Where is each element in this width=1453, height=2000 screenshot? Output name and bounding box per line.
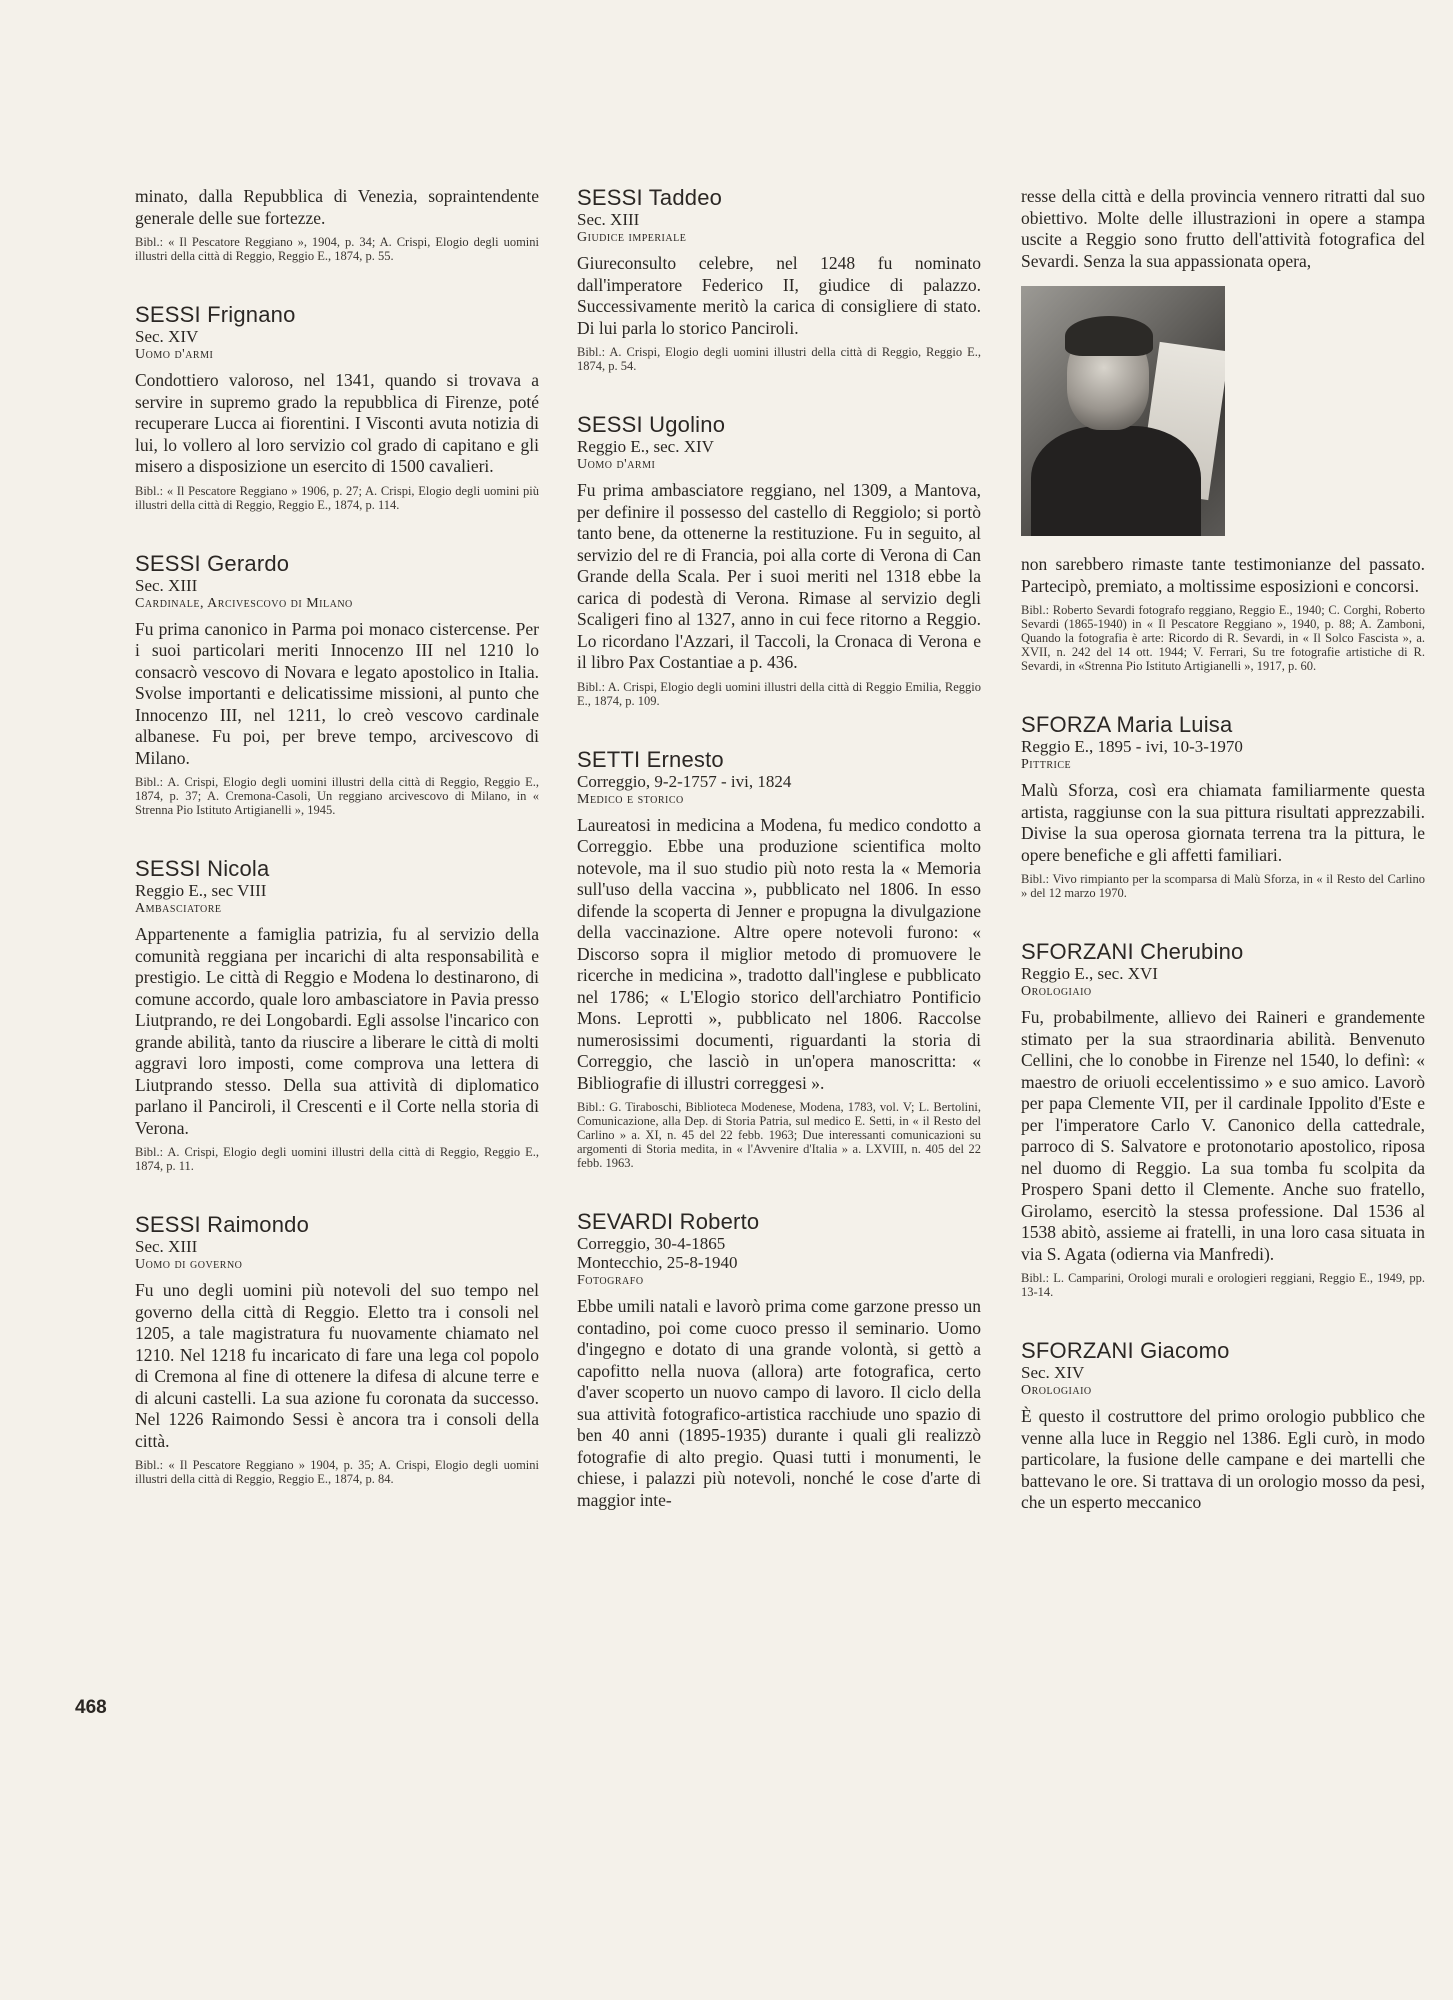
column-middle <box>577 186 981 1551</box>
entry-body: Giureconsulto celebre, nel 1248 fu nominato dall'imperatore Federico II, giudice di palazzo. Successivamente meritò la carica di consigliere di stato. Di lui parla lo storico Panciroli. <box>577 253 981 338</box>
entry-bibliography: Bibl.: A. Crispi, Elogio degli uomini illustri della città di Reggio, Reggio E., 1874, p. 11. <box>135 1145 539 1173</box>
entry-dates: Sec. XIII <box>135 1237 198 1256</box>
entry-continuation <box>135 186 539 263</box>
entry-sforza-maria-luisa <box>1021 713 1425 900</box>
entry-sessi-ugolino <box>577 413 981 708</box>
entry-bibliography: Bibl.: Vivo rimpianto per la scomparsa di Malù Sforza, in « il Resto del Carlino » del 12 marzo 1970. <box>1021 872 1425 900</box>
photo-hair <box>1065 316 1153 356</box>
entry-dates: Reggio E., sec VIII <box>135 881 267 900</box>
entry-name: SFORZANI Cherubino <box>1021 939 1244 964</box>
entry-body: Condottiero valoroso, nel 1341, quando si trovava a servire in supremo grado la repubblica di Firenze, poté recuperare Lucca ai fiorentini. I Visconti avuta notizia di lui, lo vollero al loro servizio col grado di capitano e gli misero a disposizione un esercito di 1500 cavalieri. <box>135 370 539 476</box>
entry-bibliography: Bibl.: Roberto Sevardi fotografo reggiano, Reggio E., 1940; C. Corghi, Roberto Sevardi (1865-1940) in « Il Pescatore Reggiano », 1940, p. 88; A. Zamboni, Quando la fotografia è arte: Ricordo di R. Sevardi, in « Il Solco Fascista », a. XVII, n. 242 del 14 ott. 1944; V. Ferrari, Su tre fotografie artistiche di R. Sevardi, in «Strenna Pio Istituto Artigianelli », 1917, p. 60. <box>1021 603 1425 673</box>
photo-figure <box>1031 426 1201 536</box>
entry-bibliography: Bibl.: G. Tiraboschi, Biblioteca Modenese, Modena, 1783, vol. V; L. Bertolini, Comunicazione, alla Dep. di Storia Patria, sul medico E. Setti, in « il Resto del Carlino » a. XI, n. 45 del 22 febb. 1963; Due interessanti comunicazioni su argomenti di Storia medita, in « l'Avvenire d'Italia » a. LXVIII, n. 405 del 22 febb. 1963. <box>577 1100 981 1170</box>
entry-body: Ebbe umili natali e lavorò prima come garzone presso un contadino, poi come cuoco presso il seminario. Uomo d'ingegno e dotato di una grande volontà, si gettò a capofitto nella nuova (allora) arte fotografica, certo d'aver scoperto un nuovo campo di lavoro. Il ciclo della sua attività fotografico-artistica racchiude uno spazio di ben 40 anni (1895-1935) durante i quali gli realizzò fotografie di alto pregio. Quasi tutti i monumenti, le chiese, i palazzi più notevoli, nonché le cose d'arte di maggior inte- <box>577 1296 981 1510</box>
entry-role: Orologiaio <box>1021 1383 1092 1398</box>
entry-bibliography: Bibl.: L. Camparini, Orologi murali e orologieri reggiani, Reggio E., 1949, pp. 13-14. <box>1021 1271 1425 1299</box>
entry-sforzani-cherubino <box>1021 940 1425 1299</box>
entry-dates: Reggio E., sec. XVI <box>1021 964 1158 983</box>
entry-role: Ambasciatore <box>135 901 222 916</box>
entry-continuation-sevardi <box>1021 186 1425 673</box>
entry-bibliography: Bibl.: A. Crispi, Elogio degli uomini illustri della città di Reggio Emilia, Reggio E., 1874, p. 109. <box>577 679 981 708</box>
entry-sessi-nicola <box>135 857 539 1173</box>
entry-sforzani-giacomo <box>1021 1339 1425 1514</box>
entry-name: SESSI Frignano <box>135 302 296 327</box>
column-right <box>1021 186 1425 1554</box>
entry-name: SFORZANI Giacomo <box>1021 1338 1230 1363</box>
entry-bibliography: Bibl.: « Il Pescatore Reggiano », 1904, p. 34; A. Crispi, Elogio degli uomini illustri della città di Reggio, Reggio E., 1874, p. 55. <box>135 235 539 263</box>
entry-dates: Sec. XIII <box>135 575 198 595</box>
entry-role: Orologiaio <box>1021 984 1092 999</box>
entry-body: Laureatosi in medicina a Modena, fu medico condotto a Correggio. Ebbe una produzione scientifica molto notevole, ma il suo studio più noto resta la « Memoria sull'uso della vaccina », pubblicato nel 1806. In esso difende la scoperta di Jenner e propugna la divulgazione della vaccinazione. Altre opere notevoli furono: « Discorso sopra il miglior metodo di promuovere le ricerche in medicina », tradotto dall'inglese e pubblicato nel 1786; « L'Elogio storico dell'archiatro Pontificio Mons. Leprotti », pubblicato nel 1806. Raccolse numerosissimi documenti, riguardanti la storia di Correggio, che lasciò in un'opera manoscritta: « Bibliografie di illustri correggesi ». <box>577 814 981 1093</box>
entry-sessi-frignano <box>135 303 539 512</box>
entry-sevardi-roberto <box>577 1210 981 1511</box>
page-number: 468 <box>75 1697 107 1718</box>
entry-sessi-taddeo <box>577 186 981 373</box>
entry-role: Fotografo <box>577 1273 644 1288</box>
entry-role: Medico e storico <box>577 791 684 807</box>
entry-body: È questo il costruttore del primo orologio pubblico che venne alla luce in Reggio nel 1386. Egli curò, in modo particolare, la fusione delle campane e dei martelli che battevano le ore. Si trattava di un orologio mosso da pesi, che un esperto meccanico <box>1021 1406 1425 1512</box>
entry-birth: Correggio, 30-4-1865 <box>577 1234 726 1253</box>
entry-bibliography: Bibl.: A. Crispi, Elogio degli uomini illustri della città di Reggio, Reggio E., 1874, p. 37; A. Cremona-Casoli, Un reggiano arcivescovo di Milano, in « Strenna Pio Istituto Artigianelli », 1945. <box>135 775 539 817</box>
entry-body: Fu prima ambasciatore reggiano, nel 1309, a Mantova, per definire il possesso del castello di Reggiolo; si portò tanto bene, da ottenerne la restituzione. Fu in seguito, al servizio del re di Francia, poi alla corte di Verona di Can Grande della Scala. Per i suoi meriti nel 1318 ebbe la carica di podestà di Verona. Rimase al servizio degli Scaligeri fino al 1327, anno in cui fece ritorno a Reggio. Lo ricordano l'Azzari, il Taccoli, la Cronaca di Verona e il libro Pax Costantiae a p. 436. <box>577 480 981 672</box>
column-left <box>135 186 539 1526</box>
entry-body: Fu, probabilmente, allievo dei Raineri e grandemente stimato per la sua straordinaria abilità. Benvenuto Cellini, che lo conobbe in Firenze nel 1540, lo definì: « maestro de oriuoli eccelentissimo » e suo amico. Lavorò per papa Clemente VII, per il cardinale Ippolito d'Este e per l'imperatore Carlo V. Canonico della cattedrale, parroco di S. Salvatore e protonotario apostolico, riposa nel duomo di Reggio. La sua tomba fu scolpita da Prospero Spani detto il Clemente. Anche suo fratello, Girolamo, esercitò la stessa professione. Dal 1536 al 1538 abitò, assieme ai fratelli, in una loro casa situata in via S. Agata (odierna via Manfredi). <box>1021 1007 1425 1264</box>
entry-body-continued: non sarebbero rimaste tante testimonianze del passato. Partecipò, premiato, a moltissime esposizioni e concorsi. <box>1021 554 1425 596</box>
entry-body: Malù Sforza, così era chiamata familiarmente questa artista, raggiunse con la sua pittura risultati apprezzabili. Divise la sua operosa giornata terrena tra la pittura, le opere benefiche e gli affetti familiari. <box>1021 780 1425 865</box>
entry-dates: Sec. XIV <box>1021 1363 1085 1382</box>
entry-role: Uomo di governo <box>135 1257 243 1272</box>
entry-name: SESSI Raimondo <box>135 1212 309 1237</box>
entry-sessi-gerardo <box>135 552 539 818</box>
entry-bibliography: Bibl.: « Il Pescatore Reggiano » 1906, p. 27; A. Crispi, Elogio degli uomini più illustri della città di Reggio, Reggio E., 1874, p. 114. <box>135 483 539 512</box>
entry-death: Montecchio, 25-8-1940 <box>577 1253 738 1272</box>
entry-name: SETTI Ernesto <box>577 746 724 772</box>
entry-name: SESSI Taddeo <box>577 185 723 210</box>
entry-role: Pittrice <box>1021 757 1072 772</box>
entry-name: SEVARDI Roberto <box>577 1209 760 1234</box>
portrait-photo <box>1021 286 1225 536</box>
entry-role: Cardinale, Arcivescovo di Milano <box>135 595 353 611</box>
entry-body: minato, dalla Repubblica di Venezia, sopraintendente generale delle sue fortezze. <box>135 186 539 228</box>
entry-name: SESSI Gerardo <box>135 550 290 576</box>
entry-dates: Sec. XIV <box>135 327 199 346</box>
entry-sessi-raimondo <box>135 1213 539 1486</box>
entry-dates: Reggio E., sec. XIV <box>577 437 714 456</box>
entry-name: SESSI Ugolino <box>577 412 726 437</box>
entry-role: Giudice imperiale <box>577 230 687 245</box>
entry-role: Uomo d'armi <box>577 457 656 472</box>
entry-body: Appartenente a famiglia patrizia, fu al servizio della comunità reggiana per incarichi di alta responsabilità e prestigio. Le città di Reggio e Modena lo destinarono, di comune accordo, quale loro ambasciatore in Pavia presso Liutprando, re dei Longobardi. Egli assolse l'incarico con grande abilità, tanto da riuscire a liberare le città di molti aggravi loro imposti, come comprova una lettera di Liutprando stesso. Della sua attività di diplomatico parlano il Panciroli, il Crescenti e il Corte nella storia di Verona. <box>135 924 539 1138</box>
entry-role: Uomo d'armi <box>135 347 214 362</box>
entry-bibliography: Bibl.: A. Crispi, Elogio degli uomini illustri della città di Reggio, Reggio E., 1874, p. 54. <box>577 345 981 373</box>
entry-body: resse della città e della provincia vennero ritratti dal suo obiettivo. Molte delle illustrazioni in opere a stampa uscite a Reggio sono frutto dell'attività fotografica del Sevardi. Senza la sua appassionata opera, <box>1021 186 1425 271</box>
entry-bibliography: Bibl.: « Il Pescatore Reggiano » 1904, p. 35; A. Crispi, Elogio degli uomini illustri della città di Reggio, Reggio E., 1874, p. 84. <box>135 1458 539 1486</box>
entry-body: Fu prima canonico in Parma poi monaco cistercense. Per i suoi particolari meriti Innocenzo III nel 1210 lo consacrò vescovo di Novara e legato apostolico in Italia. Svolse importanti e delicatissime missioni, al punto che Innocenzo III, nel 1211, lo creò vescovo cardinale albanese. Fu poi, per breve tempo, arcivescovo di Milano. <box>135 618 539 768</box>
entry-name: SESSI Nicola <box>135 856 270 881</box>
entry-dates: Correggio, 9-2-1757 - ivi, 1824 <box>577 771 792 791</box>
entry-setti-ernesto <box>577 748 981 1171</box>
entry-name: SFORZA Maria Luisa <box>1021 712 1233 737</box>
entry-dates: Sec. XIII <box>577 210 640 229</box>
entry-dates: Reggio E., 1895 - ivi, 10-3-1970 <box>1021 737 1243 756</box>
entry-body: Fu uno degli uomini più notevoli del suo tempo nel governo della città di Reggio. Eletto tra i consoli nel 1205, a tale magistratura fu nuovamente chiamato nel 1210. Nel 1218 fu incaricato di fare una lega col popolo di Cremona al fine di ottenere la difesa di alcune terre e di alcuni castelli. La sua azione fu coronata da successo. Nel 1226 Raimondo Sessi è ancora tra i consoli della città. <box>135 1280 539 1451</box>
